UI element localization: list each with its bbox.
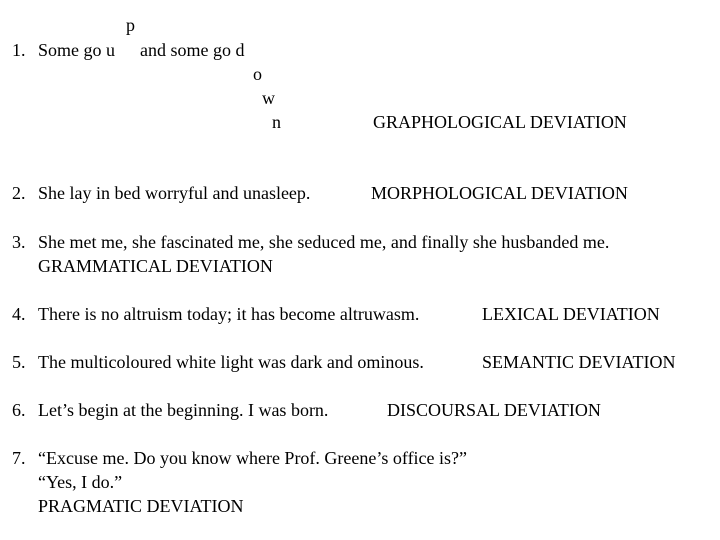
deviation-label: PRAGMATIC DEVIATION: [38, 496, 244, 516]
deviation-label: MORPHOLOGICAL DEVIATION: [371, 183, 628, 203]
item-text: She lay in bed worryful and unasleep.: [38, 183, 311, 203]
item-number: 6.: [12, 400, 26, 420]
item-number: 1.: [12, 40, 26, 60]
concrete-letter-o: o: [253, 64, 262, 84]
deviation-label: GRAPHOLOGICAL DEVIATION: [373, 112, 627, 132]
item-text: There is no altruism today; it has become altruwasm.: [38, 304, 420, 324]
deviation-label: GRAMMATICAL DEVIATION: [38, 256, 273, 276]
concrete-letter-n: n: [272, 112, 281, 132]
item-text-line1: “Excuse me. Do you know where Prof. Greene’s office is?”: [38, 448, 468, 468]
item-text-line2: “Yes, I do.”: [38, 472, 123, 492]
item-text: She met me, she fascinated me, she seduced me, and finally she husbanded me.: [38, 232, 610, 252]
deviation-label: LEXICAL DEVIATION: [482, 304, 660, 324]
item-text-middle: and some go d: [140, 40, 245, 60]
item-text-prefix: Some go u: [38, 40, 116, 60]
deviation-label: DISCOURSAL DEVIATION: [387, 400, 601, 420]
item-number: 3.: [12, 232, 26, 252]
item-text: The multicoloured white light was dark and ominous.: [38, 352, 424, 372]
item-number: 5.: [12, 352, 26, 372]
item-number: 2.: [12, 183, 26, 203]
item-number: 7.: [12, 448, 26, 468]
concrete-letter-w: w: [262, 88, 275, 108]
concrete-letter-p: p: [126, 15, 135, 35]
item-text: Let’s begin at the beginning. I was born.: [38, 400, 329, 420]
item-number: 4.: [12, 304, 26, 324]
deviation-label: SEMANTIC DEVIATION: [482, 352, 676, 372]
